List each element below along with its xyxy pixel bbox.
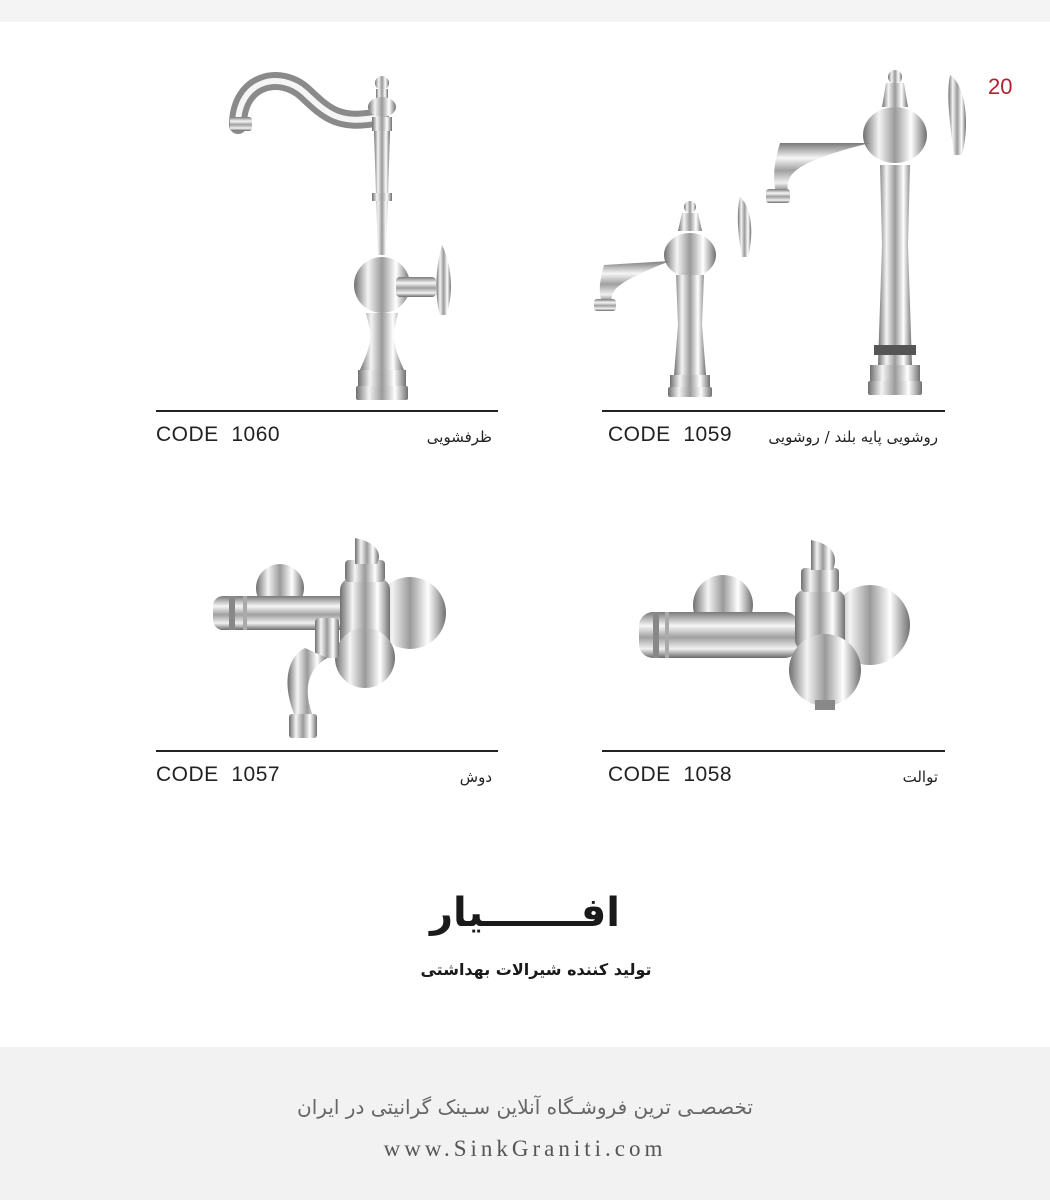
product-code: CODE 1057 <box>156 763 281 786</box>
divider <box>602 410 945 412</box>
top-band <box>0 0 1050 22</box>
divider <box>602 750 945 752</box>
brand-tagline: تولید کننده شیرالات بهداشتی <box>420 960 652 979</box>
product-name: روشویی پایه بلند / روشویی <box>768 428 938 446</box>
footer-title: تخصصـی ترین فروشـگاه آنلاین سـینک گرانیتی در ایران <box>297 1095 753 1119</box>
footer <box>0 1047 1050 1200</box>
product-name: دوش <box>459 768 492 786</box>
divider <box>156 410 498 412</box>
toilet-mixer-icon <box>635 540 915 715</box>
basin-faucet-pair-icon <box>590 65 990 410</box>
product-code: CODE 1058 <box>608 763 733 786</box>
divider <box>156 750 498 752</box>
kitchen-faucet-icon <box>220 65 470 410</box>
footer-url[interactable]: www.SinkGraniti.com <box>383 1136 667 1161</box>
brand-name: افـــــــیار <box>430 890 620 936</box>
shower-mixer-icon <box>205 538 455 748</box>
product-code: CODE 1059 <box>608 423 733 446</box>
product-name: توالت <box>902 768 938 786</box>
product-code: CODE 1060 <box>156 423 281 446</box>
product-name: ظرفشویی <box>426 428 492 446</box>
page-number: 20 <box>988 74 1013 99</box>
